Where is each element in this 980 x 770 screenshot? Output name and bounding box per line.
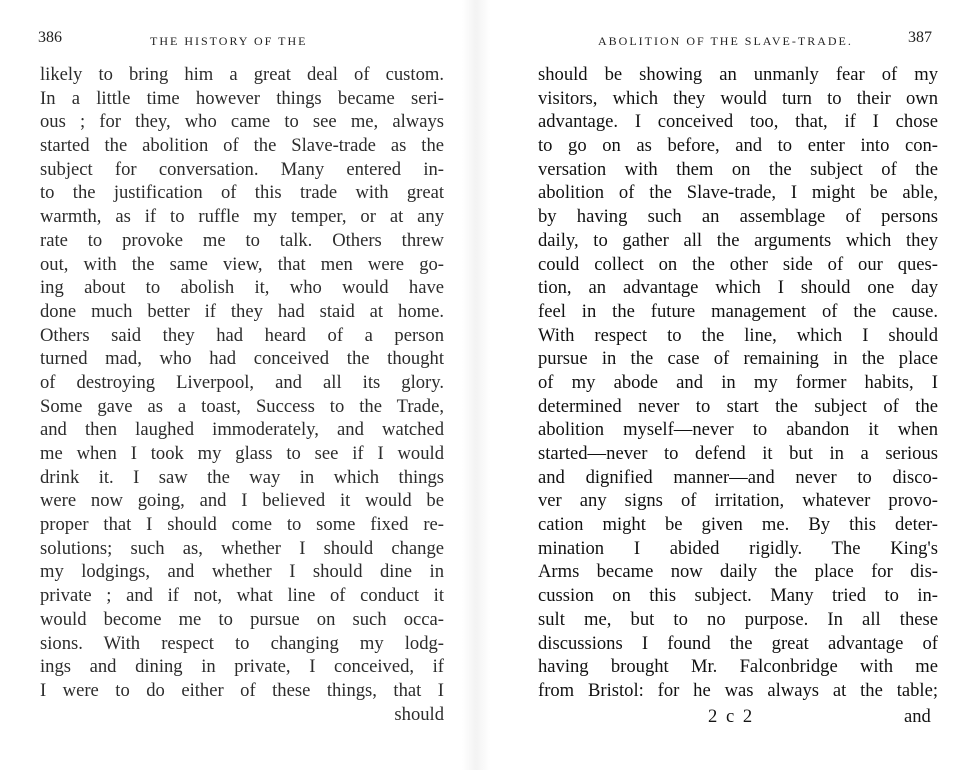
text-line: cussion on this subject. Many tried to in-	[538, 585, 938, 607]
catchword: and	[904, 706, 931, 727]
text-line: daily, to gather all the arguments which they	[538, 229, 938, 251]
text-line: abolition of the Slave-trade, I might be able,	[538, 182, 938, 204]
text-line: feel in the future management of the cause.	[538, 300, 938, 322]
text-line: In a little time however things became seri-	[40, 87, 444, 109]
left-body-text	[40, 63, 444, 726]
right-running-head: ABOLITION OF THE SLAVE-TRADE.	[598, 34, 853, 48]
left-running-head: THE HISTORY OF THE	[150, 34, 308, 48]
text-line: With respect to the line, which I should	[538, 324, 938, 346]
text-line: proper that I should come to some fixed re-	[40, 514, 444, 536]
text-line: rate to provoke me to talk. Others threw	[40, 229, 444, 251]
text-line: solutions; such as, whether I should change	[40, 537, 444, 559]
text-line: tion, an advantage which I should one day	[538, 277, 938, 299]
text-line: I were to do either of these things, that I	[40, 679, 444, 701]
text-line: sions. With respect to changing my lodg-	[40, 632, 444, 654]
text-line: having brought Mr. Falconbridge with me	[538, 656, 938, 678]
text-line: sult me, but to no purpose. In all these	[538, 608, 938, 630]
text-line: pursue in the case of remaining in the place	[538, 348, 938, 370]
signature-mark: 2 c 2	[708, 706, 755, 727]
text-line: me when I took my glass to see if I would	[40, 443, 444, 464]
text-line: of my abode and in my former habits, I	[538, 371, 938, 393]
text-line: Some gave as a toast, Success to the Trade,	[40, 395, 444, 417]
text-line: likely to bring him a great deal of custom.	[40, 64, 444, 85]
right-page-number: 387	[908, 29, 932, 46]
text-line: and dignified manner—and never to disco-	[538, 466, 938, 488]
text-line: started the abolition of the Slave-trade as the	[40, 135, 444, 157]
right-page	[490, 0, 980, 770]
text-line: should	[394, 703, 444, 725]
text-line: done much better if they had staid at home.	[40, 300, 444, 322]
text-line: from Bristol: for he was always at the table;	[538, 679, 938, 701]
text-line: should be showing an unmanly fear of my	[538, 64, 938, 85]
text-line: discussions I found the great advantage of	[538, 632, 938, 654]
text-line: mination I abided rigidly. The King's	[538, 537, 938, 559]
text-line: out, with the same view, that men were go-	[40, 253, 444, 275]
text-line: would become me to pursue on such occa-	[40, 608, 444, 630]
text-line: advantage. I conceived too, that, if I chose	[538, 111, 938, 133]
text-line: started—never to defend it but in a serious	[538, 443, 938, 464]
text-line: drink it. I saw the way in which things	[40, 466, 444, 488]
left-page	[0, 0, 470, 770]
text-line: ver any signs of irritation, whatever provo-	[538, 490, 938, 512]
text-line: and then laughed immoderately, and watched	[40, 419, 444, 441]
text-line: determined never to start the subject of the	[538, 395, 938, 417]
right-body-text	[538, 63, 938, 703]
text-line: warmth, as if to ruffle my temper, or at any	[40, 206, 444, 228]
text-line: cation might be given me. By this deter-	[538, 514, 938, 536]
text-line: were now going, and I believed it would be	[40, 490, 444, 512]
text-line: subject for conversation. Many entered in-	[40, 158, 444, 180]
text-line: to the justification of this trade with great	[40, 182, 444, 204]
text-line: visitors, which they would turn to their own	[538, 87, 938, 109]
text-line: versation with them on the subject of the	[538, 158, 938, 180]
text-line: Arms became now daily the place for dis-	[538, 561, 938, 583]
text-line: my lodgings, and whether I should dine in	[40, 561, 444, 583]
text-line: ous ; for they, who came to see me, always	[40, 111, 444, 133]
text-line: of destroying Liverpool, and all its glory.	[40, 371, 444, 393]
text-line: to go on as before, and to enter into con-	[538, 135, 938, 157]
text-line: turned mad, who had conceived the thought	[40, 348, 444, 370]
text-line: by having such an assemblage of persons	[538, 206, 938, 228]
text-line: ings and dining in private, I conceived, if	[40, 656, 444, 678]
text-line: could collect on the other side of our ques-	[538, 253, 938, 275]
left-page-number: 386	[38, 29, 62, 46]
text-line: Others said they had heard of a person	[40, 324, 444, 346]
text-line: ing about to abolish it, who would have	[40, 277, 444, 299]
text-line: abolition myself—never to abandon it when	[538, 419, 938, 441]
text-line: private ; and if not, what line of conduct it	[40, 585, 444, 607]
